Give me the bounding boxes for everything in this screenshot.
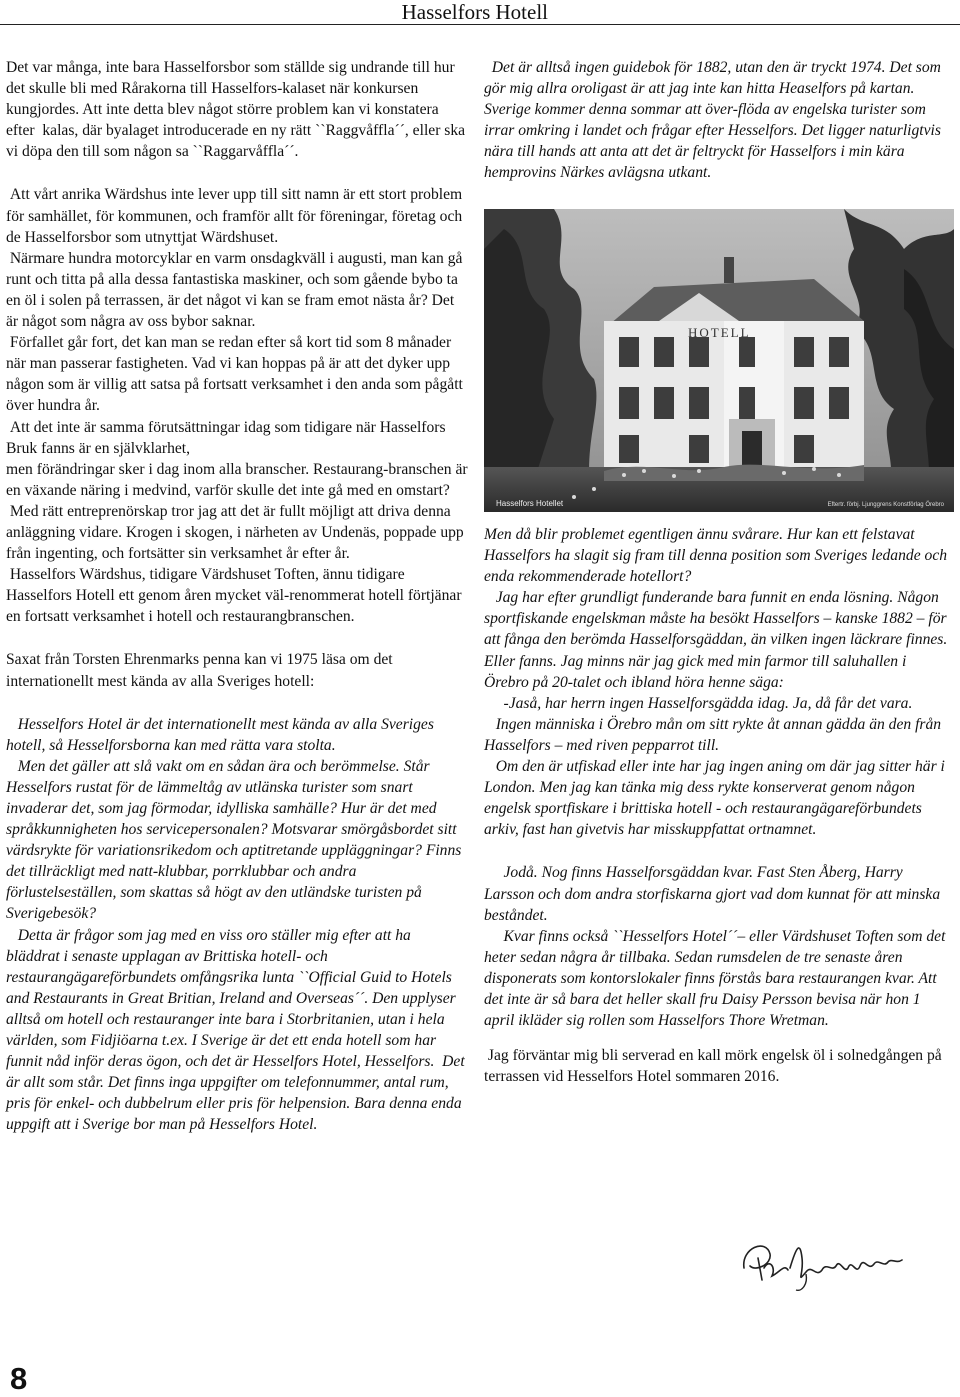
hotel-photo-image <box>484 209 954 512</box>
wardshus-paragraph: Att vårt anrika Wärdshus inte lever upp till sitt namn är ett stort problem för samhället, för kommunen, och framför allt för föreningar, företag och de Hasselforsbor som utnyttjat Wärdshuset. <box>6 186 467 246</box>
signature-image <box>736 1228 906 1298</box>
guidebook-paragraph: Det är alltså ingen guidebok för 1882, utan den är tryckt 1974. Det som gör mig allra oroligast är att jag inte kan hitta Heaselfors på kartan. Sverige kommer denna sommar att över-flöda av engelska turister som irrar omkring i landet och frågar efter Hesselfors. Det ligger naturligtvis nära till hands att anta att det är feltryckt för Hasselfors i min kära hemprovins Närkes avlägsna utkant. <box>484 59 945 182</box>
header-rule <box>0 24 960 25</box>
ehrenmark-quote: Hesselfors Hotel är det internationellt mest kända av alla Sveriges hotell, så Hesselforsborna kan med rätta vara stolta. Men det gäller att slå vakt om en sådan ära och berömmelse. Står Hesselfors rustat för de lämmeltåg av utlänska turister som snart invaderar det, som jag förmodar, idylliska samhälle? Hur är det med språkkunnigheten hos servicepersonalen? Motsvarar smörgåsbordet sitt värdsrykte för variationsrikedom och aptitretande uppläggningar? Finns det tillräckligt med natt-klubbar, porrklubbar och andra förlustelseställen, som skattas så högt av den utländske turisten på Sverigebesök? Detta är frågor som jag med en viss oro ställer mig efter att ha bläddrat i senaste upplagan av Brittiska hotell- och restaurangägareförbundets omfångsrika lunta ``Official Guid to Hotels and Restaurants in Great Britian, Ireland and Overseas´´. Den upplyser alltså om hotell och restauranger inte bara i Storbritanien, utan i hela världen, som Fidjiöarna t.ex. I Sverige är det ett enda hotell som har funnit nåd inför deras ögon, och det är Hesselfors Hotel, Hesselfors. Det är allt som står. Det finns inga uppgifter om telefonnummer, antal rum, pris för enkel- och dubbelrum eller pris för helpension. Bara denna enda uppgift att i Sverige bor man på Hesselfors Hotel. <box>6 715 465 1134</box>
hotel-photo <box>484 209 954 512</box>
motorcycle-paragraph: Närmare hundra motorcyklar en varm onsdagkväll i augusti, man kan gå runt och titta på alla dessa fantastiska maskiner, och som gående bybo ta en öl i solen på terrassen, är det något vi kan se fram emot nästa år? Det är något som några av oss bybor saknar. <box>6 249 467 331</box>
intro-paragraph: Det var många, inte bara Hasselforsbor som ställde sig undrande till hur det skulle bli med Rårakorna till Hasselfors-kalaset när konkursen kungjordes. Att inte detta blev något större problem kan vi konstatera efter kalas, där byalaget introducerade en ny rätt ``Raggvåffla´´, eller ska vi döpa den till som någon sa ``Raggarvåffla´´. <box>6 59 469 161</box>
closing-paragraph: Jag förväntar mig bli serverad en kall mörk engelsk öl i solnedgången på terrassen vid Hesselfors Hotel sommaren 2016. <box>484 1047 946 1086</box>
decay-paragraph: Förfallet går fort, det kan man se redan efter så kort tid som 8 månader när man passerar fastigheten. Vad vi kan hoppas på är att det dyker upp någon som är villig att satsa på fortsatt verksamhet i den anda som pågått över hundra år. <box>6 334 467 415</box>
problem-paragraph: Men då blir problemet egentligen ännu svårare. Hur kan ett felstavat Hasselfors ha slagit sig fram till denna position som Sveriges ledande och enda rekommenderade hotellort? Jag har efter grundligt funderande bara funnit en enda lösning. Någon sportfiskande engelskman måste ha besökt Hasselfors – kanske 1882 – för att fånga den berömda Hasselforsgäddan, än vilken ingen läckrare finnes. Eller fanns. Jag minns när jag gick med min farmor till saluhallen i Örebro på 20-talet och ibland höra henne säga: -Jaså, har herrn ingen Hasselforsgädda idag. Ja, då får det vara. Ingen människa i Örebro mån om sitt rykte åt annan gädda än den från Hasselfors – med riven pepparrot till. Om den är utfiskad eller inte har jag ingen aning om där jag sitter här i London. Men jag kan tänka mig dess rykte konserverat genom någon engelsk sportfiskare i brittiska hotell - och restaurangägareförbundets arkiv, fast han givetvis har misskuppfattat ortnamnet. <box>484 526 948 839</box>
entrepreneur-paragraph: Med rätt entreprenörskap tror jag att det är fullt möjligt att driva denna anläggning vidare. Krogen i skogen, i närheten av Undenäs, poppade upp från ingenting, och fortsätter sin verksamhet år efter år. <box>6 502 468 563</box>
conditions-paragraph: Att det inte är samma förutsättningar idag som tidigare när Hasselfors Bruk fanns är en självklarhet, men förändringar sker i dag inom alla branscher. Restaurang-branschen är en växande näring i medvind, varför skulle det inte gå med en omstart? <box>6 418 468 499</box>
left-column <box>6 57 468 1136</box>
right-column-lower <box>484 524 954 1087</box>
photo-credit: Eftertr. förbj. Ljunggrens Konstförlag Örebro <box>827 502 944 508</box>
source-paragraph: Saxat från Torsten Ehrenmarks penna kan vi 1975 läsa om det internationellt mest kända av alla Sveriges hotell: <box>6 651 397 690</box>
history-paragraph: Hasselfors Wärdshus, tidigare Värdshuset Toften, ännu tidigare Hasselfors Hotell ett genom åren mycket väl-renommerat hotell förtjänar en fortsatt verksamhet i hotell och restaurangbranschen. <box>6 566 466 626</box>
right-column <box>484 57 954 184</box>
hotel-sign: HOTELL <box>688 325 751 340</box>
page-title: Hasselfors Hotell <box>401 0 548 24</box>
pike-paragraph: Jodå. Nog finns Hasselforsgäddan kvar. Fast Sten Åberg, Harry Larsson och dom andra storfiskarna gjort vad dom kunnat för att minska beståndet. Kvar finns också ``Hesselfors Hotel´´– eller Värdshuset Toften som det heter sedan några år tillbaka. Sedan rumsdelen de tre senaste åren disponerats som kontorslokaler finns förstås bara restaurangen kvar. Att det inte är så bara det heller skall fru Daisy Persson bevisa när hon 1 april ikläder sig rollen som Hasselfors Thore Wretman. <box>484 864 946 1030</box>
page-header <box>0 0 960 26</box>
page-number: 8 <box>10 1361 28 1396</box>
photo-caption: Hasselfors Hotellet <box>496 499 564 508</box>
